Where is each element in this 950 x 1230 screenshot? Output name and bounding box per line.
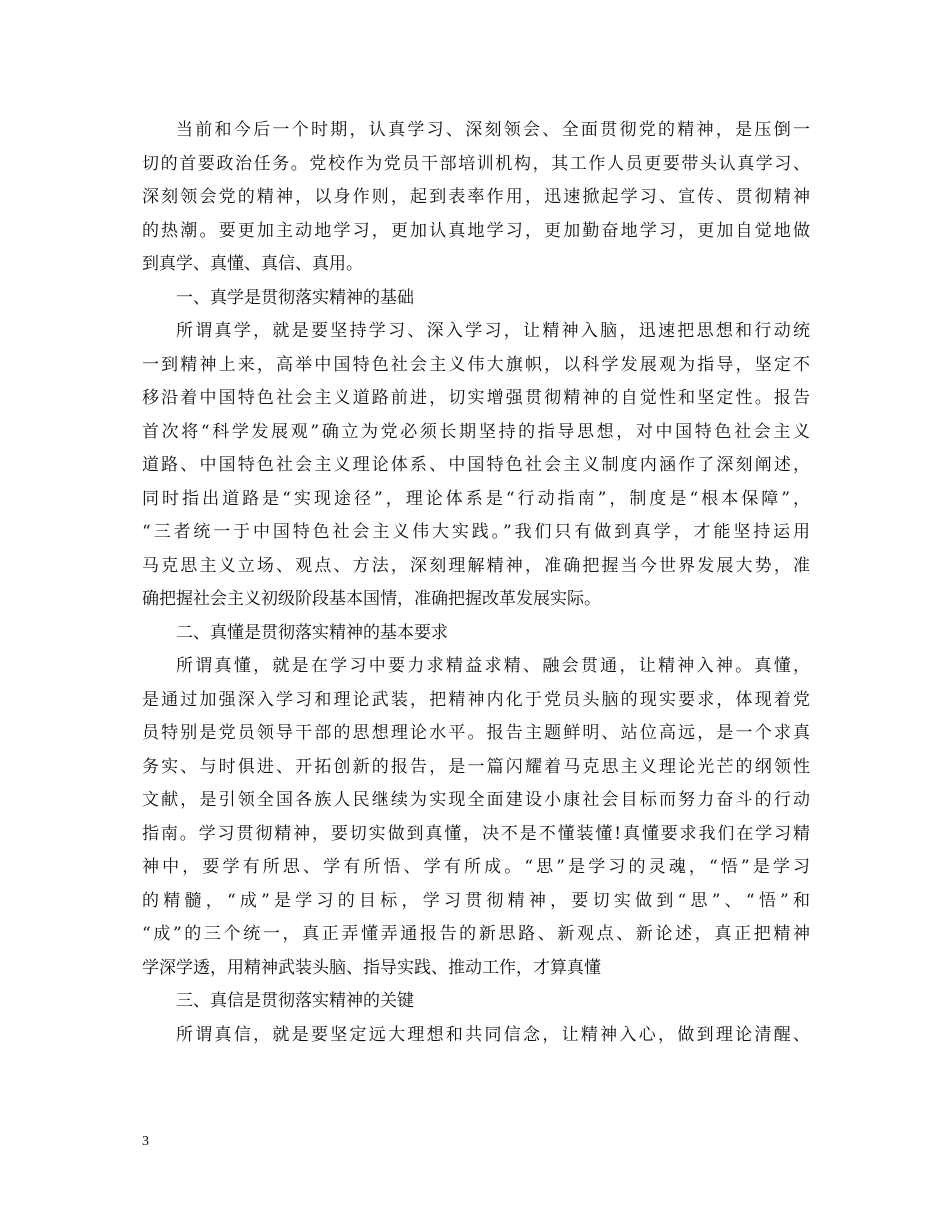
text-line: 当前和今后一个时期，认真学习、深刻领会、全面贯彻党的精神，是压倒一 (176, 120, 810, 140)
text-line: 首次将“科学发展观”确立为党必须长期坚持的指导思想，对中国特色社会主义 (142, 421, 810, 442)
text-line: 所谓真信，就是要坚定远大理想和共同信念，让精神入心，做到理论清醒、 (176, 1024, 810, 1045)
text-line: 员特别是党员领导干部的思想理论水平。报告主题鲜明、站位高远，是一个求真 (142, 723, 810, 743)
text-line: 文献，是引领全国各族人民继续为实现全面建设小康社会目标而努力奋斗的行动 (142, 790, 810, 810)
text-line: 学深学透，用精神武装头脑、指导实践、推动工作，才算真懂 (142, 957, 601, 978)
text-line: 同时指出道路是“实现途径”，理论体系是“行动指南”，制度是“根本保障”， (142, 488, 810, 509)
text-line: 是通过加强深入学习和理论武装，把精神内化于党员头脑的现实要求，体现着党 (142, 689, 810, 710)
text-line: 确把握社会主义初级阶段基本国情，准确把握改革发展实际。 (142, 589, 601, 609)
text-line: “成”的三个统一，真正弄懂弄通报告的新思路、新观点、新论述，真正把精神 (142, 924, 810, 944)
text-line: 的精髓，“成”是学习的目标，学习贯彻精神，要切实做到“思”、“悟”和 (142, 890, 810, 911)
text-line: 一、真学是贯彻落实精神的基础 (176, 287, 414, 308)
text-line: 道路、中国特色社会主义理论体系、中国特色社会主义制度内涵作了深刻阐述， (142, 455, 810, 475)
text-line: 指南。学习贯彻精神，要切实做到真懂，决不是不懂装懂!真懂要求我们在学习精 (142, 823, 810, 844)
text-line: 二、真懂是贯彻落实精神的基本要求 (176, 622, 448, 643)
text-line: 到真学、真懂、真信、真用。 (142, 254, 363, 274)
text-line: 一到精神上来，高举中国特色社会主义伟大旗帜，以科学发展观为指导，坚定不 (142, 354, 810, 375)
text-line: 马克思主义立场、观点、方法，深刻理解精神，准确把握当今世界发展大势，准 (142, 555, 810, 576)
document-body (142, 114, 810, 1052)
text-line: 三、真信是贯彻落实精神的关键 (176, 991, 414, 1011)
page-number: 3 (142, 1134, 149, 1149)
text-line: 神中，要学有所思、学有所悟、学有所成。“思”是学习的灵魂，“悟”是学习 (142, 857, 810, 877)
text-line: 务实、与时俱进、开拓创新的报告，是一篇闪耀着马克思主义理论光芒的纲领性 (142, 756, 810, 777)
text-line: 切的首要政治任务。党校作为党员干部培训机构，其工作人员更要带头认真学习、 (142, 153, 810, 174)
text-line: 所谓真学，就是要坚持学习、深入学习，让精神入脑，迅速把思想和行动统 (176, 321, 810, 341)
text-line: 的热潮。要更加主动地学习，更加认真地学习，更加勤奋地学习，更加自觉地做 (142, 220, 810, 241)
text-line: 移沿着中国特色社会主义道路前进，切实增强贯彻精神的自觉性和坚定性。报告 (142, 388, 810, 408)
text-line: 深刻领会党的精神，以身作则，起到表率作用，迅速掀起学习、宣传、贯彻精神 (142, 187, 810, 207)
text-line: “三者统一于中国特色社会主义伟大实践。”我们只有做到真学，才能坚持运用 (142, 522, 810, 542)
text-line: 所谓真懂，就是在学习中要力求精益求精、融会贯通，让精神入神。真懂， (176, 656, 810, 676)
